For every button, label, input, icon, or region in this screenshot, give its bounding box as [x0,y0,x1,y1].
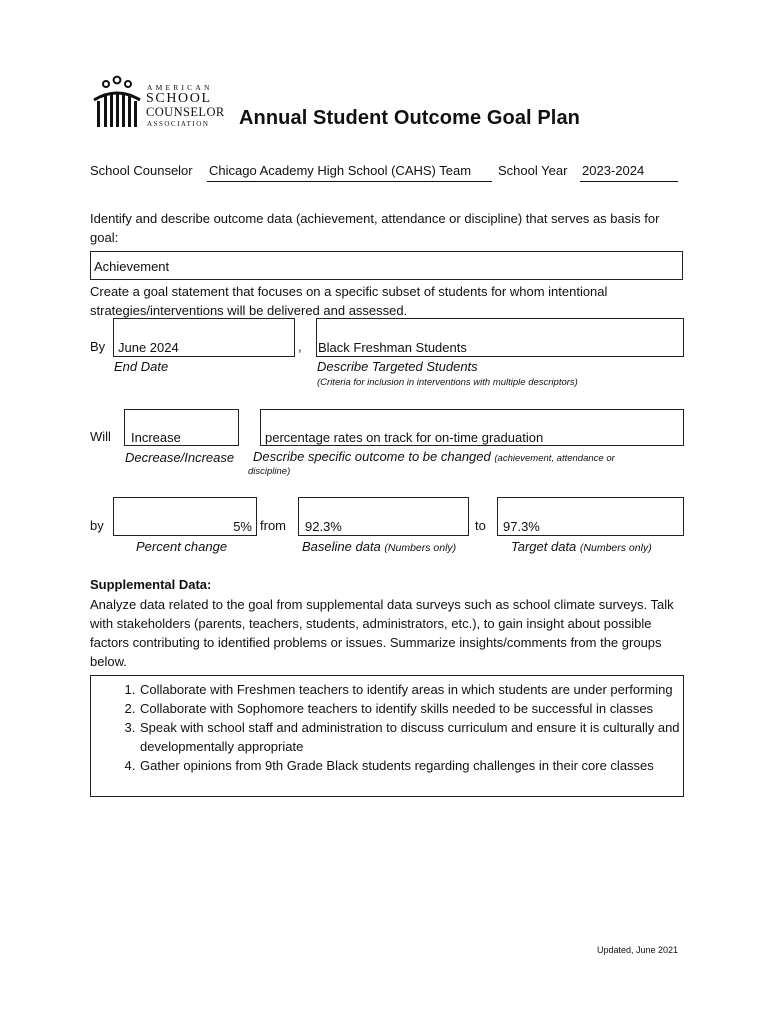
targeted-students-field[interactable] [316,318,684,357]
end-date-value: June 2024 [118,340,179,355]
end-date-field[interactable] [113,318,295,357]
school-year-underline [580,181,678,182]
by-comma: , [298,339,302,354]
logo-line-association: ASSOCIATION [147,120,210,128]
logo-line-american: AMERICAN [147,83,213,92]
footer-updated: Updated, June 2021 [597,945,679,955]
baseline-caption-small: (Numbers only) [384,542,457,554]
school-year-label: School Year [498,163,568,178]
direction-caption: Decrease/Increase [125,450,235,465]
outcome-change-caption-small-2: discipline) [248,466,291,477]
baseline-caption: Baseline data [302,539,381,554]
baseline-caption-wrap [302,539,456,554]
from-label: from [260,518,286,533]
counselor-value[interactable]: Chicago Academy High School (CAHS) Team [209,163,472,178]
direction-value: Increase [131,430,181,445]
outcome-value: Achievement [94,259,170,274]
counselor-underline [207,181,492,182]
people-figures-logo-icon [92,74,142,130]
target-value: 97.3% [503,519,540,534]
page-title: Annual Student Outcome Goal Plan [239,107,581,129]
list-item: 1. Collaborate with Freshmen teachers to identify areas in which students are under performing [139,680,683,699]
baseline-value: 92.3% [305,519,342,534]
targeted-students-caption: Describe Targeted Students [317,359,478,374]
targeted-students-value: Black Freshman Students [318,340,467,355]
target-caption: Target data [511,539,577,554]
logo-line-school: SCHOOL [146,91,212,106]
asca-logo [92,74,232,130]
baseline-field[interactable] [298,497,469,536]
percent-change-caption: Percent change [136,539,228,554]
outcome-field[interactable] [90,251,683,280]
school-year-value[interactable]: 2023-2024 [582,163,645,178]
percent-change-value: 5% [233,519,252,534]
percent-change-field[interactable] [113,497,257,536]
outcome-change-caption-small: (achievement, attendance or [494,453,615,464]
outcome-change-field[interactable] [260,409,684,446]
by-percent-label: by [90,518,104,533]
list-item: 3. Speak with school staff and administration to discuss curriculum and ensure it is culturally and developmentally appropriate [139,718,683,756]
targeted-students-subcaption: (Criteria for inclusion in interventions with multiple descriptors) [317,377,578,388]
list-item: 2. Collaborate with Sophomore teachers to identify skills needed to be successful in classes [139,699,683,718]
counselor-label: School Counselor [90,163,193,178]
goal-instruction: Create a goal statement that focuses on a specific subset of students for whom intentional strategies/interventions will be delivered and assessed. [90,284,608,318]
supplemental-list [91,680,683,775]
list-item: 4. Gather opinions from 9th Grade Black students regarding challenges in their core classes [139,756,683,775]
to-label: to [475,518,486,533]
supplemental-description: Analyze data related to the goal from supplemental data surveys such as school climate surveys. Talk with stakeholders (parents, teachers, students, administrators, etc.), to gain insight about possible factors contributing to identified problems or issues. Summarize insights/comments from the groups below. [90,597,674,669]
outcome-change-value: percentage rates on track for on-time graduation [265,430,544,445]
outcome-change-caption: Describe specific outcome to be changed [253,449,491,464]
outcome-instruction: Identify and describe outcome data (achievement, attendance or discipline) that serves as basis for goal: [90,211,660,245]
target-field[interactable] [497,497,684,536]
supplemental-heading: Supplemental Data: [90,577,212,592]
end-date-caption: End Date [114,359,169,374]
target-caption-wrap [511,539,652,554]
by-label: By [90,339,106,354]
direction-field[interactable] [124,409,239,446]
logo-line-counselor: COUNSELOR [146,105,225,119]
will-label: Will [90,429,111,444]
supplemental-list-box[interactable] [90,675,684,797]
target-caption-small: (Numbers only) [579,542,652,554]
outcome-change-caption-wrap [253,449,615,464]
